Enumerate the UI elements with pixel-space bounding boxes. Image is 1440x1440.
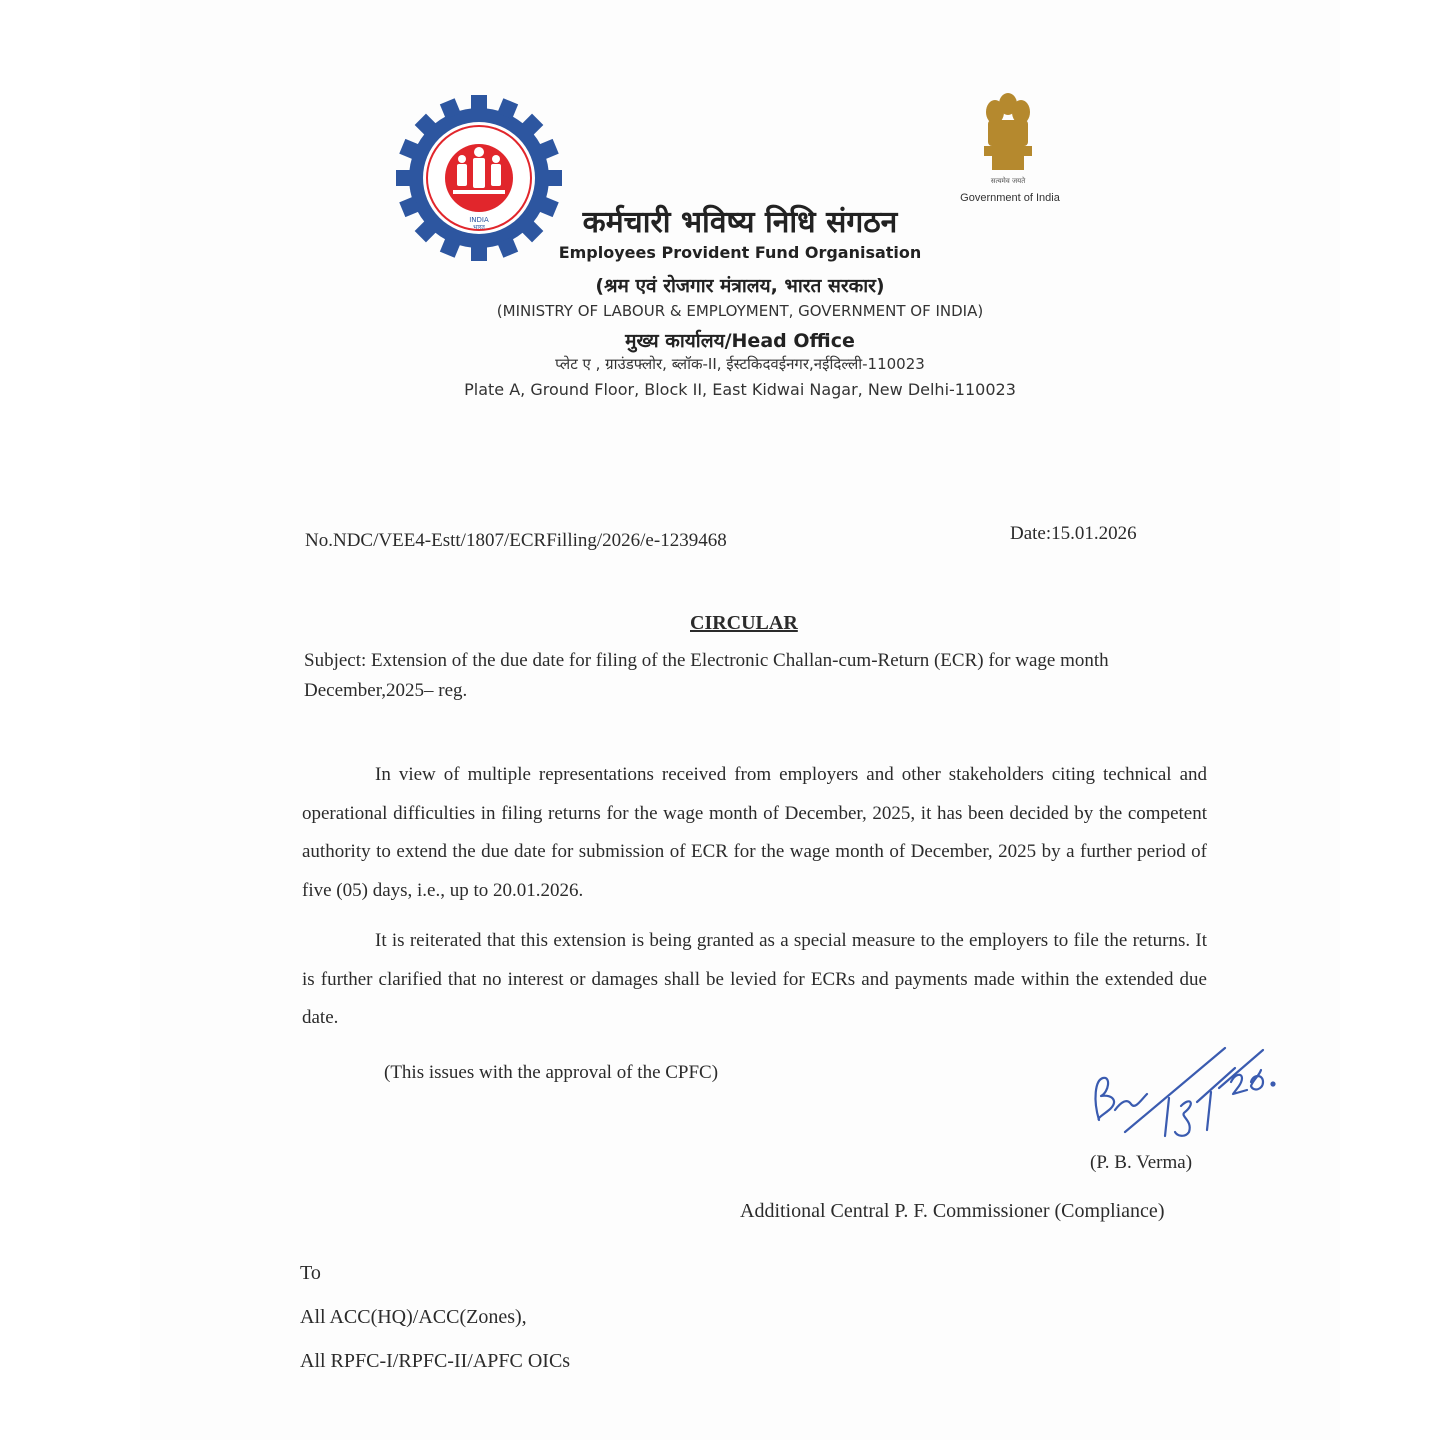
approval-note: (This issues with the approval of the CPFC) xyxy=(384,1062,719,1083)
logo-india-text: INDIA xyxy=(469,216,489,224)
body-paragraph-2: It is reiterated that this extension is being granted as a special measure to the employers to file the returns. It is further clarified that no interest or damages shall be levied for ECRs and payments made within the extended due date. xyxy=(302,930,1207,1028)
handwritten-signature xyxy=(1085,1040,1285,1155)
address-english: Plate A, Ground Floor, Block II, East Kidwai Nagar, New Delhi-110023 xyxy=(464,380,1016,399)
address-hindi: प्लेट ए , ग्राउंडफ्लोर, ब्लॉक-II, ईस्टकिदवईनगर,नईदिल्ली-110023 xyxy=(555,355,925,373)
head-office-label: मुख्य कार्यालय/Head Office xyxy=(625,330,855,352)
signatory-designation: Additional Central P. F. Commissioner (Compliance) xyxy=(740,1200,1165,1222)
org-name-english: Employees Provident Fund Organisation xyxy=(558,243,922,262)
body-paragraph-1: In view of multiple representations received from employers and other stakeholders citing technical and operational difficulties in filing returns for the wage month of December, 2025, it has been decided by the competent authority to extend the due date for submission of ECR for the wage month of December, 2025 by a further period of five (05) days, i.e., up to 20.01.2026. xyxy=(302,764,1207,901)
signatory-name: (P. B. Verma) xyxy=(1090,1152,1193,1173)
org-name-hindi: कर्मचारी भविष्य निधि संगठन xyxy=(582,205,898,240)
ministry-english: (MINISTRY OF LABOUR & EMPLOYMENT, GOVERNMENT OF INDIA) xyxy=(496,302,984,320)
emblem-motto: सत्यमेव जयते xyxy=(990,177,1026,185)
recipient-line: All ACC(HQ)/ACC(Zones), xyxy=(300,1306,527,1328)
subject-line: Subject: Extension of the due date for filing of the Electronic Challan-cum-Return (ECR) for wage month December,2025– reg. xyxy=(304,650,1109,701)
ministry-hindi: (श्रम एवं रोजगार मंत्रालय, भारत सरकार) xyxy=(595,275,885,297)
addressee-label: To xyxy=(300,1262,321,1284)
circular-title: CIRCULAR xyxy=(690,612,798,634)
government-of-india-label: Government of India xyxy=(960,192,1060,204)
emblem-of-india-icon xyxy=(978,90,1038,190)
circular-date: Date:15.01.2026 xyxy=(1010,523,1137,544)
recipient-line: All RPFC-I/RPFC-II/APFC OICs xyxy=(300,1350,571,1372)
logo-bharat-text: भारत xyxy=(473,224,485,231)
reference-number: No.NDC/VEE4-Estt/1807/ECRFilling/2026/e-1239468 xyxy=(305,530,727,551)
